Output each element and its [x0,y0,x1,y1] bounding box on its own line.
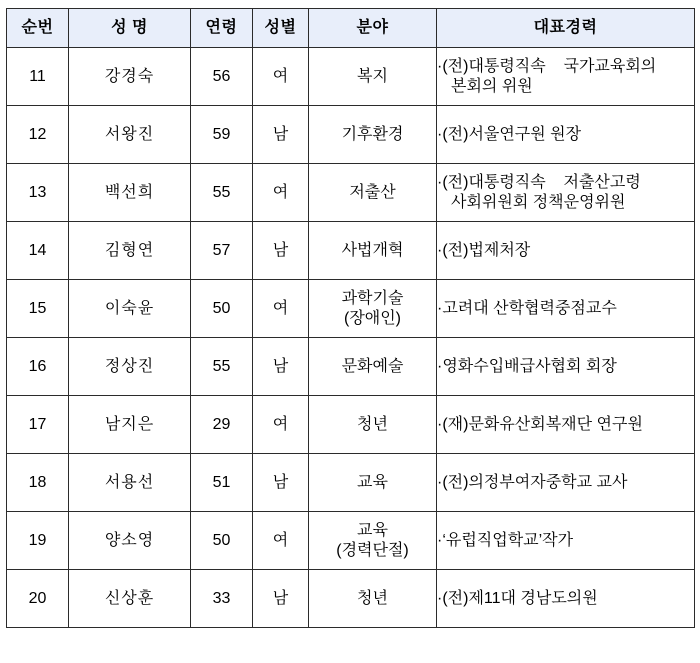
cell-age: 55 [191,338,253,396]
cell-name: 김형연 [69,222,191,280]
cell-age: 55 [191,164,253,222]
cell-field [309,106,437,164]
cell-name: 양소영 [69,512,191,570]
cell-field [309,570,437,628]
field-line-primary: 기후환경 [341,125,404,143]
cell-gender: 여 [253,164,309,222]
career-line-primary: ·고려대 산학협력중점교수 [437,299,617,317]
cell-career [437,222,695,280]
cell-no: 15 [7,280,69,338]
cell-no: 13 [7,164,69,222]
table-row [7,396,695,454]
field-line-primary: 교육 [357,473,388,491]
cell-no: 16 [7,338,69,396]
table-header-row [7,9,695,48]
cell-gender: 남 [253,570,309,628]
table-row [7,48,695,106]
cell-age: 57 [191,222,253,280]
cell-gender: 남 [253,222,309,280]
cell-age: 56 [191,48,253,106]
table-row [7,106,695,164]
table-row [7,164,695,222]
cell-name: 이숙윤 [69,280,191,338]
cell-name: 서용선 [69,454,191,512]
cell-career [437,396,695,454]
cell-field [309,396,437,454]
career-line-primary: ·영화수입배급사협회 회장 [437,357,617,375]
cell-field [309,512,437,570]
field-line-primary: 복지 [357,67,388,85]
cell-career [437,454,695,512]
field-line-primary: 문화예술 [341,357,404,375]
cell-career [437,512,695,570]
cell-gender: 여 [253,48,309,106]
cell-gender: 여 [253,396,309,454]
field-line-primary: 청년 [357,415,388,433]
cell-no: 12 [7,106,69,164]
cell-no: 11 [7,48,69,106]
table-row [7,280,695,338]
table-row [7,570,695,628]
table-header [7,9,695,48]
cell-career [437,338,695,396]
column-header-field: 분야 [309,9,437,48]
column-header-gender: 성별 [253,9,309,48]
column-header-career: 대표경력 [437,9,695,48]
field-line-primary: 저출산 [349,183,396,201]
cell-career [437,48,695,106]
candidate-roster-table [6,8,695,628]
cell-name: 신상훈 [69,570,191,628]
cell-gender: 여 [253,280,309,338]
field-line-secondary: (경력단절) [336,541,409,559]
career-line-primary: ·(전)서울연구원 원장 [437,125,582,143]
cell-name: 서왕진 [69,106,191,164]
cell-age: 50 [191,280,253,338]
field-line-primary: 교육 [357,521,388,539]
cell-gender: 남 [253,454,309,512]
column-header-no: 순번 [7,9,69,48]
cell-gender: 남 [253,106,309,164]
cell-gender: 남 [253,338,309,396]
field-line-primary: 청년 [357,589,388,607]
career-line-primary: ·(전)대통령직속 국가교육회의 [437,57,657,75]
cell-age: 50 [191,512,253,570]
cell-no: 18 [7,454,69,512]
cell-name: 백선희 [69,164,191,222]
cell-field [309,164,437,222]
cell-field [309,48,437,106]
cell-age: 33 [191,570,253,628]
cell-age: 59 [191,106,253,164]
cell-field [309,454,437,512]
cell-name: 정상진 [69,338,191,396]
cell-field [309,222,437,280]
field-line-secondary: (장애인) [343,309,402,327]
cell-no: 19 [7,512,69,570]
table-row [7,338,695,396]
column-header-name: 성 명 [69,9,191,48]
cell-no: 20 [7,570,69,628]
career-line-primary: ·‘유럽직업학교’작가 [437,531,574,549]
field-line-primary: 사법개혁 [341,241,404,259]
cell-field [309,338,437,396]
cell-career [437,164,695,222]
cell-no: 14 [7,222,69,280]
cell-age: 29 [191,396,253,454]
table-body [7,48,695,628]
career-line-primary: ·(전)법제처장 [437,241,531,259]
table-row [7,222,695,280]
cell-career [437,570,695,628]
cell-field [309,280,437,338]
career-line-secondary: 본회의 위원 [451,77,533,95]
career-line-secondary: 사회위원회 정책운영위원 [451,193,626,211]
career-line-primary: ·(전)대통령직속 저출산고령 [437,173,641,191]
career-line-primary: ·(전)제11대 경남도의원 [437,589,598,607]
cell-career [437,106,695,164]
career-line-primary: ·(재)문화유산회복재단 연구원 [437,415,643,433]
field-line-primary: 과학기술 [341,289,404,307]
cell-name: 남지은 [69,396,191,454]
career-line-primary: ·(전)의정부여자중학교 교사 [437,473,628,491]
cell-age: 51 [191,454,253,512]
cell-no: 17 [7,396,69,454]
cell-career [437,280,695,338]
cell-name: 강경숙 [69,48,191,106]
column-header-age: 연령 [191,9,253,48]
table-row [7,512,695,570]
table-row [7,454,695,512]
cell-gender: 여 [253,512,309,570]
